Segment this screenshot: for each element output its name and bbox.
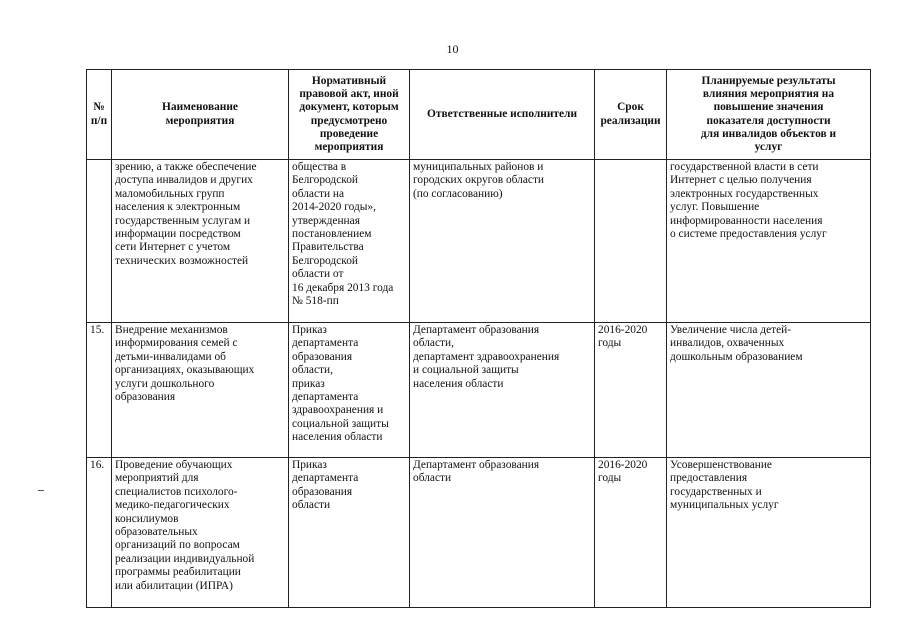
- row-legal-act: Приказ департамента образования области, приказ департамента здравоохранения и социальной защиты населения области: [289, 323, 410, 458]
- row-activity-name: Внедрение механизмов информирования семей с детьми-инвалидами об организациях, оказывающих услуги дошкольного образования: [112, 323, 289, 458]
- header-term: Срок реализации: [595, 70, 667, 160]
- table-row: [87, 160, 871, 323]
- row-executors: муниципальных районов и городских округов области (по согласованию): [410, 160, 595, 323]
- row-results: государственной власти в сети Интернет с целью получения электронных государственных услуг. Повышение информированности населения о системе предоставления услуг: [667, 160, 871, 323]
- row-term: 2016-2020 годы: [595, 323, 667, 458]
- row-results: Усовершенствование предоставления государственных и муниципальных услуг: [667, 458, 871, 608]
- table-row: [87, 323, 871, 458]
- row-term: [595, 160, 667, 323]
- table-row: [87, 458, 871, 608]
- header-results: Планируемые результаты влияния мероприятия на повышение значения показателя доступности для инвалидов объектов и услуг: [667, 70, 871, 160]
- margin-mark: [38, 490, 44, 491]
- table-header-row: [87, 70, 871, 160]
- header-number: № п/п: [87, 70, 112, 160]
- row-executors: Департамент образования области, департамент здравоохранения и социальной защиты населения области: [410, 323, 595, 458]
- page-number: 10: [446, 42, 459, 56]
- row-number: 15.: [87, 323, 112, 458]
- row-number: [87, 160, 112, 323]
- row-activity-name: зрению, а также обеспечение доступа инвалидов и других маломобильных групп населения к электронным государственным услугам и информации посредством сети Интернет с учетом технических возможностей: [112, 160, 289, 323]
- row-term: 2016-2020 годы: [595, 458, 667, 608]
- row-activity-name: Проведение обучающих мероприятий для специалистов психолого- медико-педагогических консилиумов образовательных организаций по вопросам реализации индивидуальной программы реабилитации или абилитации (ИПРА): [112, 458, 289, 608]
- row-results: Увеличение числа детей- инвалидов, охваченных дошкольным образованием: [667, 323, 871, 458]
- row-number: 16.: [87, 458, 112, 608]
- activities-table: [86, 69, 871, 608]
- header-activity-name: Наименование мероприятия: [112, 70, 289, 160]
- row-legal-act: Приказ департамента образования области: [289, 458, 410, 608]
- row-legal-act: общества в Белгородской области на 2014-2020 годы», утвержденная постановлением Правительства Белгородской области от 16 декабря 2013 года № 518-пп: [289, 160, 410, 323]
- header-executors: Ответственные исполнители: [410, 70, 595, 160]
- header-legal-act: Нормативный правовой акт, иной документ, которым предусмотрено проведение мероприятия: [289, 70, 410, 160]
- row-executors: Департамент образования области: [410, 458, 595, 608]
